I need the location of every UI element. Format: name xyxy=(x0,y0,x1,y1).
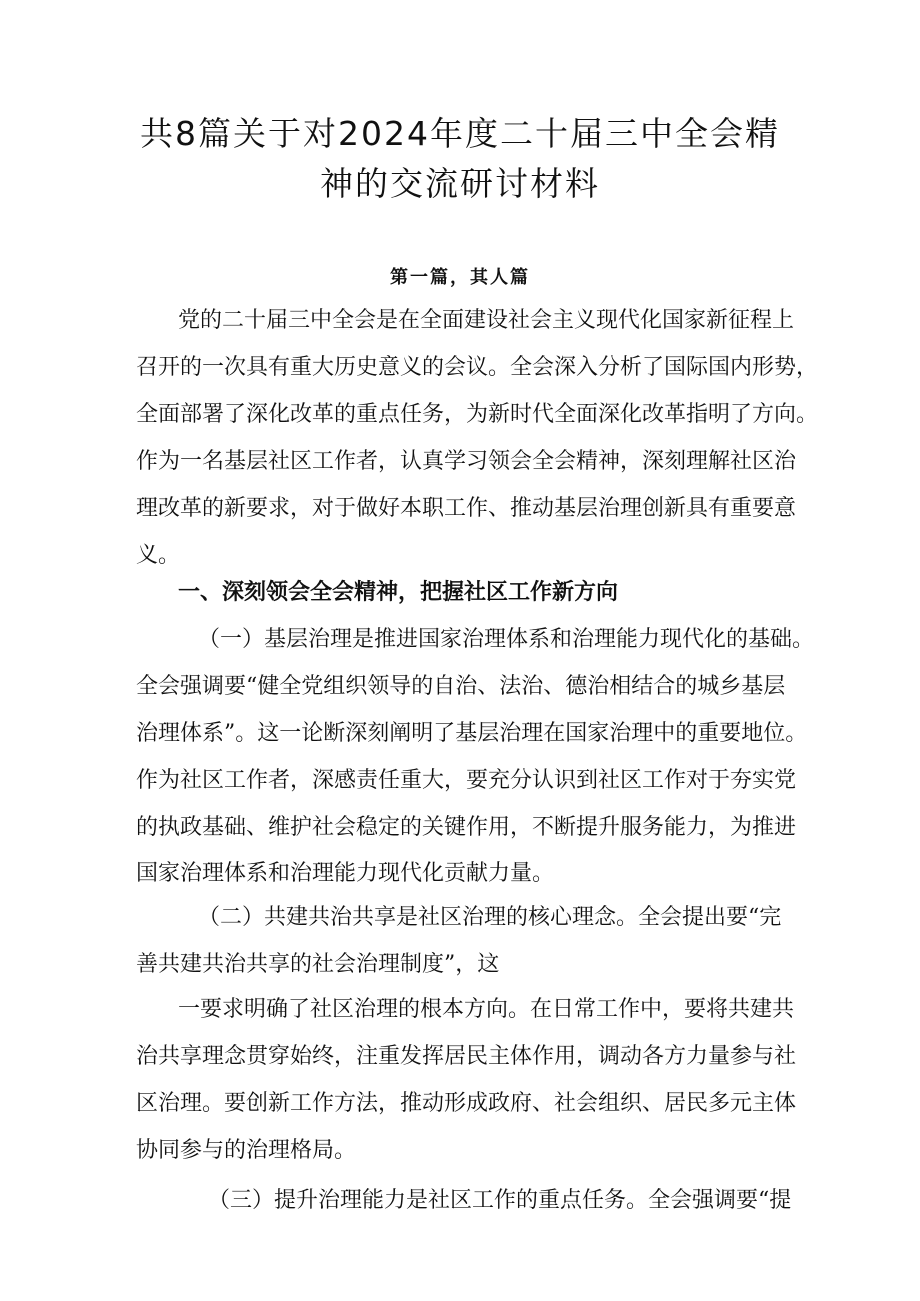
chapter-subtitle: 第一篇，其人篇 xyxy=(390,267,530,288)
para1-line-1: （一）基层治理是推进国家治理体系和治理能力现代化的基础。 xyxy=(198,627,815,652)
para2-line-1: （二）共建共治共享是社区治理的核心理念。全会提出要“完 xyxy=(198,905,782,930)
intro-line-6: 义。 xyxy=(136,543,181,568)
para1-line-4: 作为社区工作者，深感责任重大，要充分认识到社区工作对于夯实党 xyxy=(136,768,797,793)
para2-line-4: 治共享理念贯穿始终，注重发挥居民主体作用，调动各方力量参与社 xyxy=(136,1044,797,1069)
intro-line-1: 党的二十届三中全会是在全面建设社会主义现代化国家新征程上 xyxy=(178,308,795,333)
para1-line-6: 国家治理体系和治理能力现代化贡献力量。 xyxy=(136,861,555,886)
intro-line-3: 全面部署了深化改革的重点任务，为新时代全面深化改革指明了方向。 xyxy=(136,402,819,427)
intro-line-2: 召开的一次具有重大历史意义的会议。全会深入分析了国际国内形势， xyxy=(136,355,819,380)
para1-line-2: 全会强调要“健全党组织领导的自治、法治、德治相结合的城乡基层 xyxy=(136,674,786,699)
intro-line-5: 理改革的新要求，对于做好本职工作、推动基层治理创新具有重要意 xyxy=(136,496,797,521)
para1-line-3: 治理体系”。这一论断深刻阐明了基层治理在国家治理中的重要地位。 xyxy=(136,721,808,746)
intro-line-4: 作为一名基层社区工作者，认真学习领会全会精神，深刻理解社区治 xyxy=(136,449,797,474)
document-title-line-1: 共8篇关于对2024年度二十届三中全会精 xyxy=(140,114,780,153)
para2-line-6: 协同参与的治理格局。 xyxy=(136,1138,357,1163)
section-heading: 一、深刻领会全会精神，把握社区工作新方向 xyxy=(178,580,619,605)
para2-line-5: 区治理。要创新工作方法，推动形成政府、社会组织、居民多元主体 xyxy=(136,1091,797,1116)
para3-line-1: （三）提升治理能力是社区工作的重点任务。全会强调要“提 xyxy=(208,1188,792,1213)
para1-line-5: 的执政基础、维护社会稳定的关键作用，不断提升服务能力，为推进 xyxy=(136,815,797,840)
para2-line-3: 一要求明确了社区治理的根本方向。在日常工作中，要将共建共 xyxy=(178,997,795,1022)
document-title-line-2: 神的交流研讨材料 xyxy=(320,164,600,203)
para2-line-2: 善共建共治共享的社会治理制度”，这 xyxy=(136,952,500,977)
